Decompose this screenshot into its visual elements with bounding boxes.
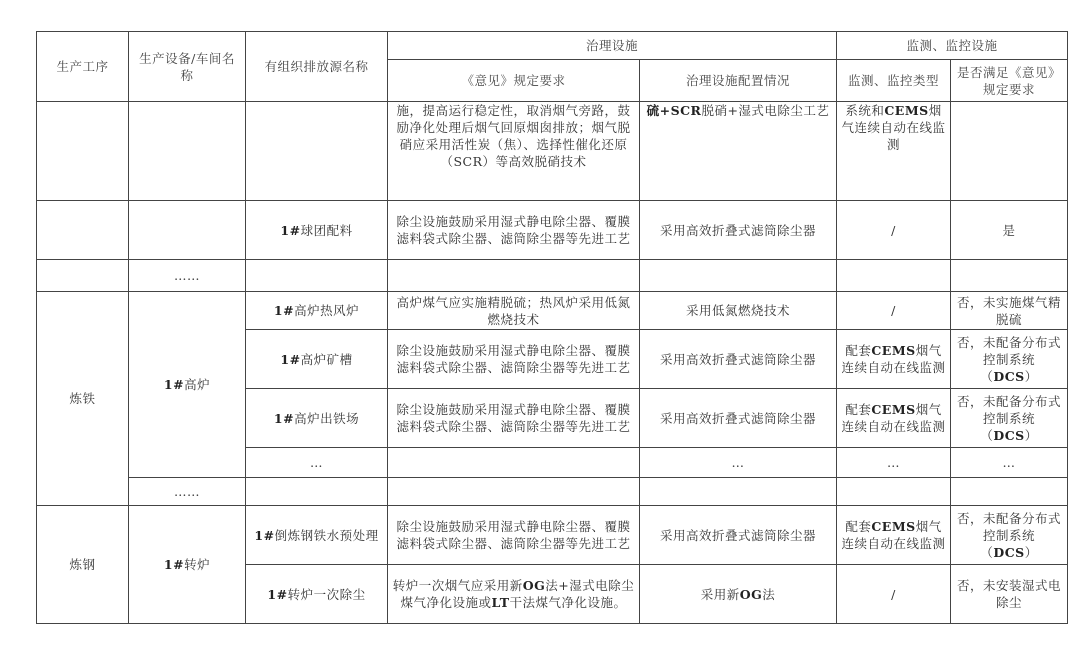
cell-equipment-converter: 1#转炉: [129, 506, 246, 624]
cell-config: 采用高效折叠式滤筒除尘器: [640, 330, 837, 389]
cell-source: 1#高炉矿槽: [246, 330, 388, 389]
header-opinion-req: 《意见》规定要求: [388, 60, 640, 102]
cell-config: 采用高效折叠式滤筒除尘器: [640, 201, 837, 260]
cell-requirement: 除尘设施鼓励采用湿式静电除尘器、覆膜滤料袋式除尘器、滤筒除尘器等先进工艺: [388, 506, 640, 565]
cell-source: …: [246, 448, 388, 478]
cell-source: 1#倒炼钢铁水预处理: [246, 506, 388, 565]
cell-monitor: 配套CEMS烟气连续自动在线监测: [837, 330, 951, 389]
cell-equipment: ……: [129, 478, 246, 506]
cell-config: 采用低氮燃烧技术: [640, 292, 837, 330]
cell-requirement: 除尘设施鼓励采用湿式静电除尘器、覆膜滤料袋式除尘器、滤筒除尘器等先进工艺: [388, 389, 640, 448]
cell-config: 采用高效折叠式滤筒除尘器: [640, 389, 837, 448]
cell-process: [37, 102, 129, 201]
cell-process: [37, 201, 129, 260]
header-source: 有组织排放源名称: [246, 32, 388, 102]
cell-source: 1#球团配料: [246, 201, 388, 260]
cell-config: 硫+SCR脱硝+湿式电除尘工艺: [640, 102, 837, 201]
cell-meets: 否，未实施煤气精脱硫: [951, 292, 1068, 330]
cell-requirement: 施，提高运行稳定性，取消烟气旁路，鼓励净化处理后烟气回原烟囱排放；烟气脱硝应采用活性炭（焦）、选择性催化还原（SCR）等高效脱硝技术: [388, 102, 640, 201]
cell-config: 采用新OG法: [640, 565, 837, 624]
cell-source: [246, 102, 388, 201]
cell-monitor: 系统和CEMS烟气连续自动在线监测: [837, 102, 951, 201]
cell-meets: [951, 102, 1068, 201]
cell-monitor: /: [837, 201, 951, 260]
header-treatment-config: 治理设施配置情况: [640, 60, 837, 102]
cell-process: [37, 260, 129, 292]
cell-monitor: /: [837, 292, 951, 330]
cell-meets: 否，未安装湿式电除尘: [951, 565, 1068, 624]
cell-equipment-blast-furnace: 1#高炉: [129, 292, 246, 478]
cell-process-steelmaking: 炼钢: [37, 506, 129, 624]
cell-config: …: [640, 448, 837, 478]
cell-source: 1#转炉一次除尘: [246, 565, 388, 624]
cell-requirement: 除尘设施鼓励采用湿式静电除尘器、覆膜滤料袋式除尘器、滤筒除尘器等先进工艺: [388, 330, 640, 389]
cell-config: 采用高效折叠式滤筒除尘器: [640, 506, 837, 565]
cell-meets: 否，未配备分布式控制系统（DCS）: [951, 389, 1068, 448]
header-process: 生产工序: [37, 32, 129, 102]
cell-monitor: 配套CEMS烟气连续自动在线监测: [837, 506, 951, 565]
cell-process-ironmaking: 炼铁: [37, 292, 129, 506]
cell-equipment: [129, 102, 246, 201]
header-meets-req: 是否满足《意见》规定要求: [951, 60, 1068, 102]
cell-meets: 否，未配备分布式控制系统（DCS）: [951, 506, 1068, 565]
header-monitor-type: 监测、监控类型: [837, 60, 951, 102]
cell-source: 1#高炉热风炉: [246, 292, 388, 330]
cell-meets: 是: [951, 201, 1068, 260]
cell-source: 1#高炉出铁场: [246, 389, 388, 448]
cell-requirement: 高炉煤气应实施精脱硫；热风炉采用低氮燃烧技术: [388, 292, 640, 330]
cell-monitor: /: [837, 565, 951, 624]
emission-table: [36, 31, 1068, 624]
cell-equipment: ……: [129, 260, 246, 292]
cell-requirement: 转炉一次烟气应采用新OG法+湿式电除尘煤气净化设施或LT干法煤气净化设施。: [388, 565, 640, 624]
cell-meets: 否，未配备分布式控制系统（DCS）: [951, 330, 1068, 389]
header-equipment: 生产设备/车间名称: [129, 32, 246, 102]
cell-requirement: [388, 448, 640, 478]
cell-meets: …: [951, 448, 1068, 478]
header-treatment: 治理设施: [388, 32, 837, 60]
cell-equipment: [129, 201, 246, 260]
cell-monitor: …: [837, 448, 951, 478]
cell-requirement: 除尘设施鼓励采用湿式静电除尘器、覆膜滤料袋式除尘器、滤筒除尘器等先进工艺: [388, 201, 640, 260]
header-monitoring: 监测、监控设施: [837, 32, 1068, 60]
cell-monitor: 配套CEMS烟气连续自动在线监测: [837, 389, 951, 448]
